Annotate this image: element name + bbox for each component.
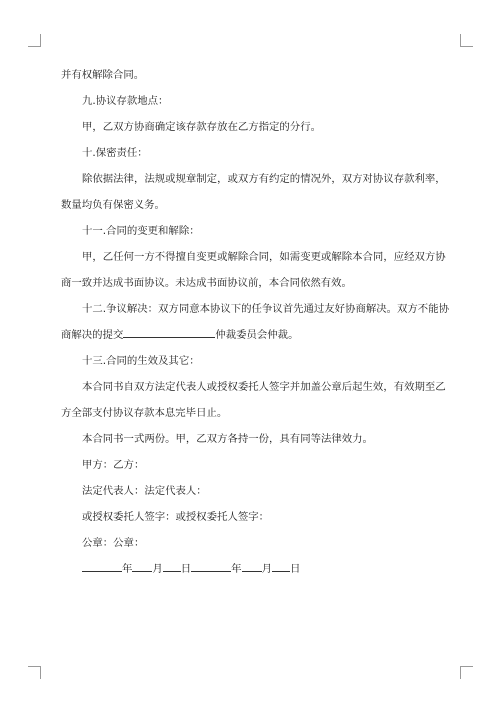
seal-line: 公章：公章： xyxy=(82,537,145,549)
day-label: 日 xyxy=(289,563,301,575)
paragraph-line: 除依据法律，法规或规章制定，或双方有约定的情况外，双方对协议存款利率， xyxy=(82,173,446,185)
legal-rep-line: 法定代表人：法定代表人： xyxy=(82,485,207,497)
paragraph-line: 商一致并达成书面协议。未达成书面协议前，本合同依然有效。 xyxy=(61,277,352,289)
paragraph-line: 方全部支付协议存款本息完毕日止。 xyxy=(61,407,228,419)
paragraph-line: 甲，乙任何一方不得擅自变更或解除合同，如需变更或解除本合同，应经双方协 xyxy=(82,251,446,263)
paragraph-line: 甲，乙双方协商确定该存款存放在乙方指定的分行。 xyxy=(82,121,321,133)
arbitration-line xyxy=(61,322,445,348)
paragraph-line: 本合同书一式两份。甲，乙双方各持一份，具有同等法律效力。 xyxy=(82,433,373,445)
arbitration-committee-blank[interactable] xyxy=(123,326,215,338)
arbitration-prefix: 商解决的提交 xyxy=(61,329,124,341)
paragraph-line: 本合同书自双方法定代表人或授权委托人签字并加盖公章后起生效，有效期至乙 xyxy=(82,381,446,393)
year-label: 年 xyxy=(122,563,133,575)
paragraph-line: 数量均负有保密义务。 xyxy=(61,199,165,211)
signature-line: 或授权委托人签字：或授权委托人签字： xyxy=(82,511,270,523)
paragraph-line: 并有权解除合同。 xyxy=(61,69,145,81)
year-blank[interactable] xyxy=(82,560,122,572)
party-line: 甲方：乙方： xyxy=(82,459,145,471)
paragraph-line: 十二.争议解决：双方同意本协议下的任争议首先通过友好协商解决。双方不能协 xyxy=(82,303,449,315)
section-heading: 九.协议存款地点： xyxy=(82,95,169,107)
crop-mark-top-right xyxy=(460,34,473,47)
section-heading: 十一.合同的变更和解除： xyxy=(82,225,200,237)
crop-mark-bottom-right xyxy=(460,666,473,679)
year-label: 年 xyxy=(231,563,242,575)
month-label: 月 xyxy=(261,563,272,575)
day-blank[interactable] xyxy=(272,560,290,572)
crop-mark-top-left xyxy=(28,34,41,47)
section-heading: 十.保密责任： xyxy=(82,147,148,159)
document-body xyxy=(61,62,449,582)
month-label: 月 xyxy=(152,563,163,575)
day-blank[interactable] xyxy=(163,560,181,572)
month-blank[interactable] xyxy=(242,560,262,572)
day-label: 日 xyxy=(180,563,192,575)
year-blank[interactable] xyxy=(191,560,231,572)
arbitration-suffix: 仲裁委员会仲裁。 xyxy=(215,329,299,341)
crop-mark-bottom-left xyxy=(28,666,41,679)
section-heading: 十三.合同的生效及其它： xyxy=(82,355,200,367)
date-line xyxy=(61,556,445,582)
month-blank[interactable] xyxy=(132,560,152,572)
